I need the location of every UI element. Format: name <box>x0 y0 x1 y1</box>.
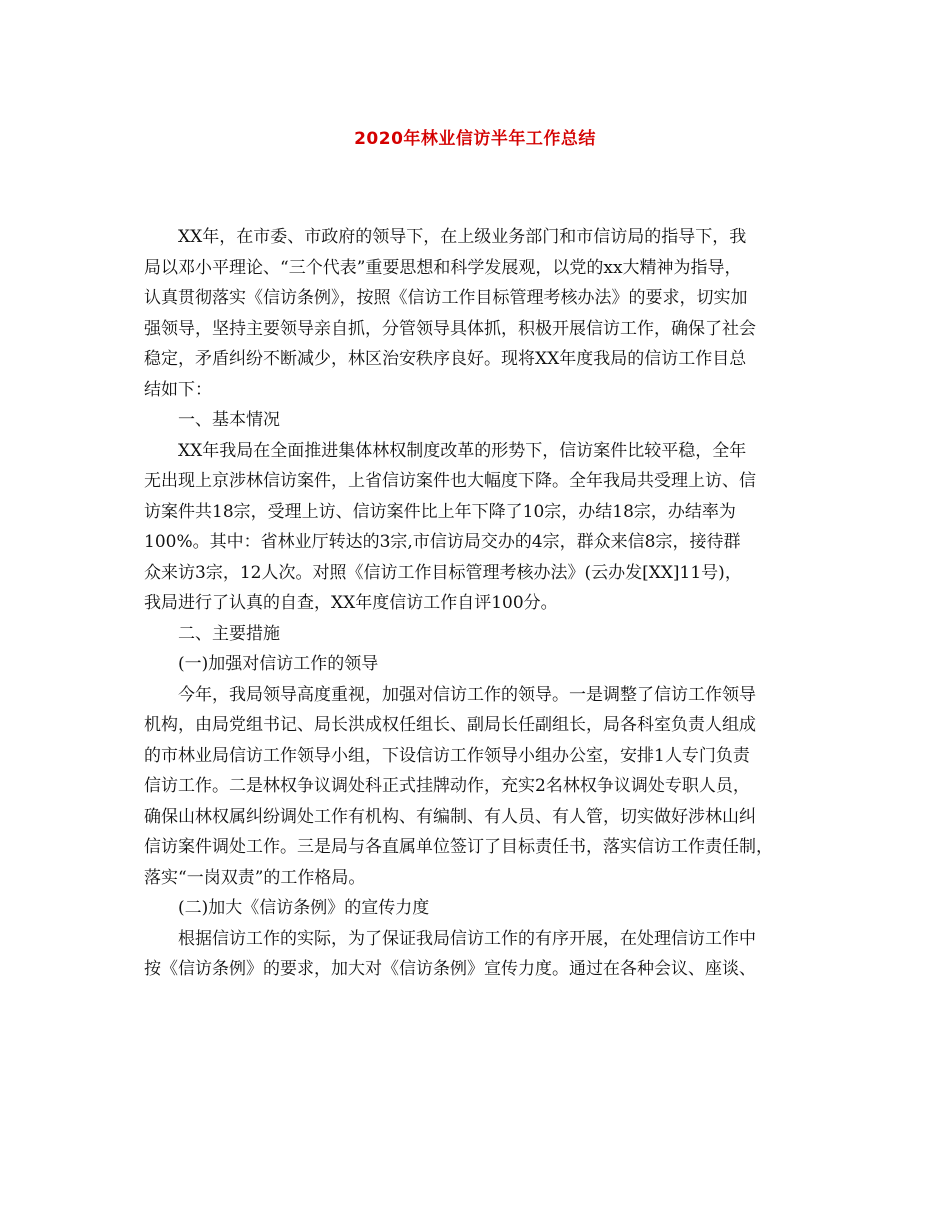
text-line: 强领导，坚持主要领导亲自抓，分管领导具体抓，积极开展信访工作，确保了社会 <box>144 318 756 339</box>
document-title: 2020年林业信访半年工作总结 <box>354 129 596 149</box>
text-line: 一、基本情况 <box>178 410 280 430</box>
text-line: 根据信访工作的实际，为了保证我局信访工作的有序开展，在处理信访工作中 <box>178 928 756 949</box>
text-line: 二、主要措施 <box>178 623 280 644</box>
document-body <box>144 222 824 985</box>
text-line: 今年，我局领导高度重视，加强对信访工作的领导。一是调整了信访工作领导 <box>178 684 756 705</box>
text-line: 我局进行了认真的自查，XX年度信访工作自评100分。 <box>144 593 558 613</box>
text-line: (二)加大《信访条例》的宣传力度 <box>178 898 430 918</box>
text-line: 访案件共18宗，受理上访、信访案件比上年下降了10宗，办结18宗，办结率为 <box>144 501 736 522</box>
text-line: 的市林业局信访工作领导小组，下设信访工作领导小组办公室，安排1人专门负责 <box>144 745 750 766</box>
text-line: 确保山林权属纠纷调处工作有机构、有编制、有人员、有人管，切实做好涉林山纠 <box>144 806 756 827</box>
text-line: 认真贯彻落实《信访条例》，按照《信访工作目标管理考核办法》的要求，切实加 <box>144 288 748 308</box>
text-line: (一)加强对信访工作的领导 <box>178 654 379 674</box>
text-line: 结如下： <box>144 379 212 400</box>
text-line: 无出现上京涉林信访案件，上省信访案件也大幅度下降。全年我局共受理上访、信 <box>144 471 756 491</box>
text-line: 机构，由局党组书记、局长洪成权任组长、副局长任副组长，局各科室负责人组成 <box>144 715 756 735</box>
text-line: 100%。其中：省林业厅转达的3宗,市信访局交办的4宗，群众来信8宗，接待群 <box>144 532 741 552</box>
text-line: XX年，在市委、市政府的领导下，在上级业务部门和市信访局的指导下，我 <box>178 227 747 247</box>
text-line: 落实“一岗双责”的工作格局。 <box>144 867 366 888</box>
text-line: 按《信访条例》的要求，加大对《信访条例》宣传力度。通过在各种会议、座谈、 <box>144 959 756 979</box>
text-line: 局以邓小平理论、“三个代表”重要思想和科学发展观，以党的xx大精神为指导， <box>144 257 742 278</box>
text-line: 信访工作。二是林权争议调处科正式挂牌动作，充实2名林权争议调处专职人员， <box>144 776 750 796</box>
text-line: XX年我局在全面推进集体林权制度改革的形势下，信访案件比较平稳，全年 <box>178 440 747 461</box>
text-line: 信访案件调处工作。三是局与各直属单位签订了目标责任书，落实信访工作责任制， <box>144 837 773 857</box>
text-line: 众来访3宗，12人次。对照《信访工作目标管理考核办法》(云办发[XX]11号)， <box>144 562 742 583</box>
text-line: 稳定，矛盾纠纷不断减少，林区治安秩序良好。现将XX年度我局的信访工作目总 <box>144 349 747 369</box>
